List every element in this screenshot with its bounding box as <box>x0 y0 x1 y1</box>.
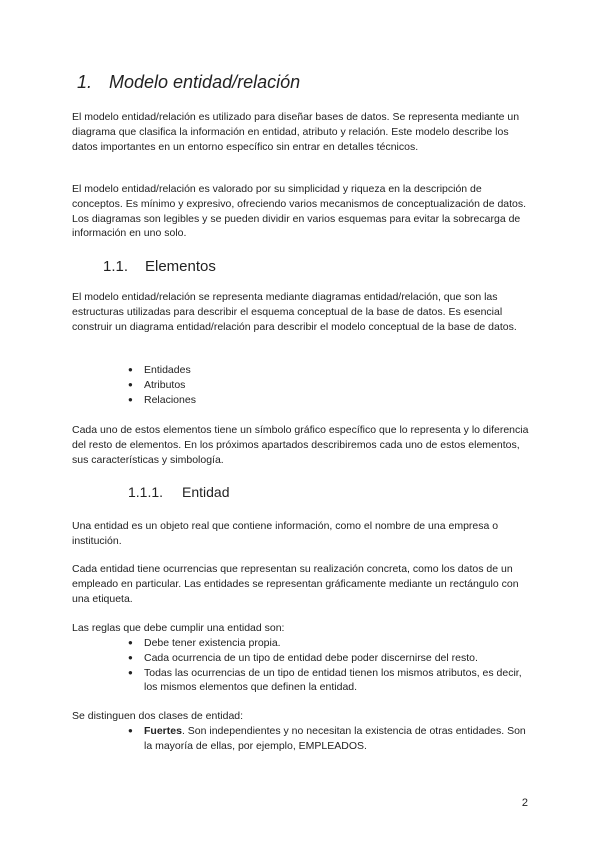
heading-3-title: Entidad <box>182 484 230 500</box>
entidad-paragraph-2: Cada entidad tiene ocurrencias que representan su realización concreta, como los datos de un empleado en particular. Las entidades se representan gráficamente mediante un rectángulo con una etiqueta. <box>72 563 519 605</box>
elementos-closing-paragraph: Cada uno de estos elementos tiene un símbolo gráfico específico que lo representa y lo diferencia del resto de elementos. En los próximos apartados describiremos cada uno de estos elementos, sus características y simbología. <box>72 424 529 466</box>
heading-1-title: Modelo entidad/relación <box>109 72 301 92</box>
heading-entidad <box>128 484 229 500</box>
heading-1-number: 1. <box>77 72 93 92</box>
list-item: ● Relaciones <box>128 393 196 408</box>
intro-paragraph-1: El modelo entidad/relación es utilizado para diseñar bases de datos. Se representa mediante un diagrama que clasifica la información en entidad, atributo y relación. Este modelo describe los datos importantes en un entorno específico sin entrar en detalles técnicos. <box>72 111 520 153</box>
list-item: ● Atributos <box>128 378 196 393</box>
heading-3-number: 1.1.1. <box>128 484 164 500</box>
clases-intro: Se distinguen dos clases de entidad: <box>72 710 244 722</box>
intro-paragraph-2: El modelo entidad/relación es valorado por su simplicidad y riqueza en la descripción de conceptos. Es mínimo y expresivo, ofreciendo varios mecanismos de conceptualización de datos. Los diagramas son legibles y se pueden dividir en varios esquemas para evitar la sobrecarga de información en uno solo. <box>72 183 527 240</box>
list-item <box>128 724 528 754</box>
heading-elementos <box>103 258 216 275</box>
heading-2-number: 1.1. <box>103 258 129 275</box>
list-item: ● Debe tener existencia propia. <box>128 636 528 651</box>
list-item: ● Cada ocurrencia de un tipo de entidad debe poder discernirse del resto. <box>128 651 528 666</box>
heading-modelo-entidad-relacion <box>77 72 300 93</box>
list-item: ● Entidades <box>128 363 196 378</box>
list-item: ● Todas las ocurrencias de un tipo de entidad tienen los mismos atributos, es decir, los mismos elementos que definen la entidad. <box>128 666 528 696</box>
clase-description: . Son independientes y no necesitan la existencia de otras entidades. Son la mayoría de ellas, por ejemplo, EMPLEADOS. <box>144 725 526 752</box>
elementos-list <box>128 363 196 407</box>
clases-list <box>128 724 528 754</box>
clase-term: Fuertes <box>144 725 182 737</box>
entidad-paragraph-1: Una entidad es un objeto real que contiene información, como el nombre de una empresa o institución. <box>72 520 499 547</box>
elementos-paragraph: El modelo entidad/relación se representa mediante diagramas entidad/relación, que son las estructuras utilizadas para describir el esquema conceptual de la base de datos. Es esencial construir un diagrama entidad/relación para describir el modelo conceptual de la base de datos. <box>72 291 517 333</box>
reglas-intro: Las reglas que debe cumplir una entidad son: <box>72 622 285 634</box>
reglas-list <box>128 636 528 695</box>
page-number: 2 <box>521 797 528 809</box>
heading-2-title: Elementos <box>145 258 216 275</box>
